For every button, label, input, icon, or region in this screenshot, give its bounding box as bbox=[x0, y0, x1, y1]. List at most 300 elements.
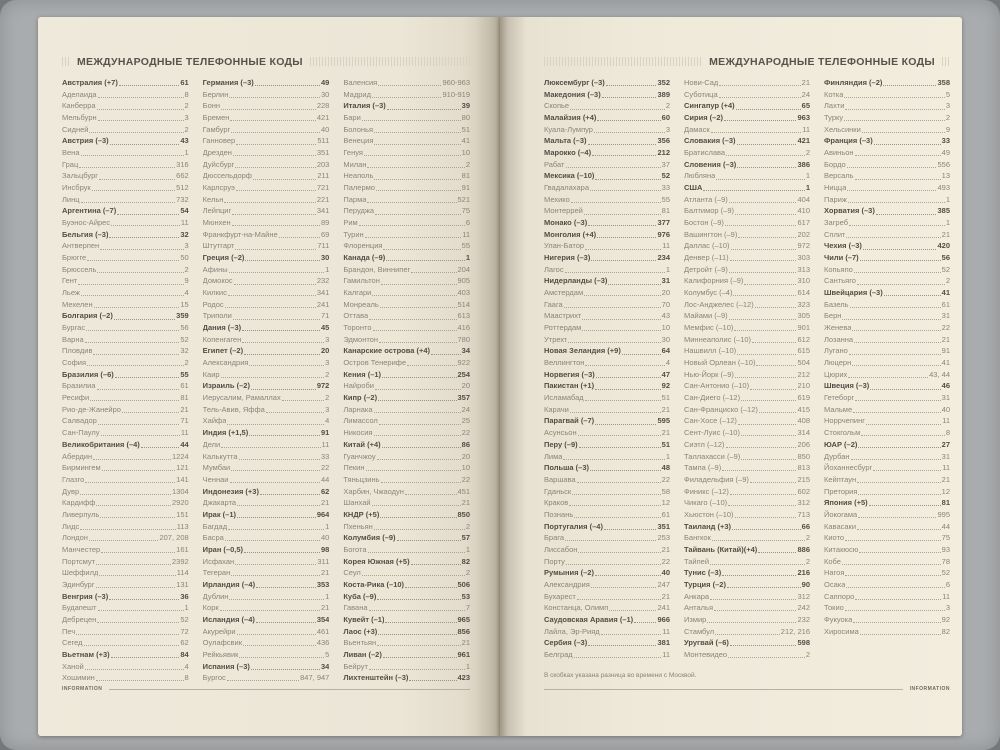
entry-name: Дамаск bbox=[684, 124, 710, 134]
city-row bbox=[824, 124, 950, 136]
country-row bbox=[203, 509, 330, 521]
entry-name: Лейпциг bbox=[202, 206, 232, 216]
entry-code: 2 bbox=[945, 276, 950, 286]
entry-name: Бангкок bbox=[684, 533, 711, 543]
entry-name: Калифорния (–9) bbox=[684, 276, 744, 286]
entry-code: 69 bbox=[321, 229, 330, 239]
dot-leader bbox=[407, 365, 456, 366]
dot-leader bbox=[225, 540, 320, 541]
entry-code: 21 bbox=[941, 334, 950, 344]
city-row bbox=[684, 275, 810, 287]
country-row bbox=[343, 579, 470, 591]
city-row bbox=[62, 182, 189, 194]
country-row bbox=[203, 252, 330, 264]
dot-leader bbox=[859, 552, 940, 553]
city-row bbox=[203, 439, 330, 451]
entry-name: Ливерпуль bbox=[62, 509, 100, 519]
dot-leader bbox=[591, 260, 656, 261]
entry-code: 61 bbox=[180, 381, 189, 391]
city-row bbox=[203, 649, 330, 661]
country-row bbox=[343, 100, 470, 112]
entry-name: Таллахасси (–9) bbox=[684, 451, 741, 461]
entry-name: Сирия (–2) bbox=[684, 113, 724, 123]
footer-rule bbox=[544, 689, 903, 690]
entry-code: 61 bbox=[180, 78, 189, 87]
entry-name: Копенгаген bbox=[202, 334, 242, 344]
information-label: INFORMATION bbox=[62, 686, 103, 692]
entry-code: 232 bbox=[316, 276, 330, 286]
entry-name: Рио-де-Жанейро bbox=[62, 404, 121, 414]
entry-name: Мумбаи bbox=[202, 463, 231, 473]
city-row bbox=[203, 626, 330, 638]
entry-name: Балтимор (–9) bbox=[684, 206, 735, 216]
city-row bbox=[343, 357, 470, 369]
entry-code: 40 bbox=[661, 568, 670, 578]
entry-name: Тампа (–9) bbox=[684, 463, 722, 473]
city-row bbox=[62, 451, 189, 463]
entry-name: Гуанчжоу bbox=[343, 451, 376, 461]
country-row bbox=[343, 614, 470, 626]
entry-name: Зальцбург bbox=[62, 171, 98, 181]
city-row bbox=[62, 217, 189, 229]
entry-name: Монтеррей bbox=[544, 206, 583, 216]
dot-leader bbox=[730, 645, 797, 646]
entry-code: 850 bbox=[457, 509, 471, 519]
dot-leader bbox=[251, 389, 316, 390]
dot-leader bbox=[141, 447, 180, 448]
dot-leader bbox=[81, 155, 184, 156]
dot-leader bbox=[111, 225, 180, 226]
city-row bbox=[544, 626, 670, 638]
entry-code: 37 bbox=[661, 159, 670, 169]
entry-name: Грац bbox=[62, 159, 79, 169]
dot-leader bbox=[870, 389, 940, 390]
dot-leader bbox=[853, 622, 940, 623]
entry-name: Гент bbox=[62, 276, 78, 286]
city-row bbox=[824, 415, 950, 427]
entry-name: Испания (–3) bbox=[202, 661, 250, 671]
entry-name: Исфахан bbox=[202, 556, 235, 566]
city-row bbox=[544, 556, 670, 568]
dot-leader bbox=[724, 120, 796, 121]
dot-leader bbox=[79, 167, 175, 168]
country-row bbox=[203, 427, 330, 439]
entry-name: Улан-Батор bbox=[544, 241, 585, 251]
country-row bbox=[62, 439, 189, 451]
entry-code: 204 bbox=[457, 264, 471, 274]
dot-leader bbox=[850, 307, 941, 308]
country-row bbox=[203, 322, 330, 334]
entry-code: 22 bbox=[661, 556, 670, 566]
entry-code: 901 bbox=[797, 323, 810, 333]
entry-code: 61 bbox=[661, 509, 670, 519]
entry-code: 316 bbox=[176, 159, 189, 169]
entry-name: Салвадор bbox=[62, 416, 97, 426]
country-row bbox=[544, 77, 670, 89]
dot-leader bbox=[381, 482, 461, 483]
entry-code: 11 bbox=[180, 218, 189, 228]
entry-code: 12 bbox=[941, 486, 950, 496]
dot-leader bbox=[855, 400, 940, 401]
dot-leader bbox=[89, 540, 159, 541]
dot-leader bbox=[590, 470, 661, 471]
entry-code: 416 bbox=[457, 323, 471, 333]
dot-leader bbox=[741, 459, 796, 460]
city-row bbox=[343, 194, 470, 206]
entry-code: 20 bbox=[661, 288, 670, 298]
city-row bbox=[684, 77, 810, 89]
entry-name: Генуя bbox=[343, 148, 363, 158]
country-row bbox=[343, 509, 470, 521]
footer-rule bbox=[109, 689, 470, 690]
dot-leader bbox=[260, 494, 320, 495]
entry-code: 27 bbox=[941, 439, 950, 449]
dot-leader bbox=[845, 610, 945, 611]
city-row bbox=[203, 89, 330, 101]
dot-leader bbox=[727, 587, 801, 588]
entry-code: 92 bbox=[661, 381, 670, 391]
entry-name: Швеция (–3) bbox=[824, 381, 870, 391]
entry-code: 56 bbox=[180, 323, 189, 333]
entry-code: 234 bbox=[657, 253, 670, 263]
entry-name: Сиэтл (–12) bbox=[684, 439, 725, 449]
entry-name: Ницца bbox=[824, 183, 847, 193]
entry-name: Турку bbox=[824, 113, 844, 123]
dot-leader bbox=[369, 610, 465, 611]
dot-leader bbox=[256, 622, 316, 623]
city-row bbox=[343, 544, 470, 556]
entry-name: Сидней bbox=[62, 124, 89, 134]
entry-name: Бари bbox=[343, 113, 361, 123]
city-row bbox=[684, 439, 810, 451]
entry-code: 922 bbox=[457, 358, 471, 368]
entry-name: Бельгия (–3) bbox=[62, 229, 109, 239]
city-row bbox=[544, 124, 670, 136]
dot-leader bbox=[373, 330, 457, 331]
entry-code: 1304 bbox=[171, 486, 189, 496]
city-row bbox=[544, 427, 670, 439]
country-row bbox=[684, 100, 810, 112]
page-spread bbox=[38, 17, 962, 736]
dot-leader bbox=[109, 599, 179, 600]
dot-leader bbox=[726, 447, 797, 448]
dot-leader bbox=[730, 260, 797, 261]
dot-leader bbox=[98, 97, 184, 98]
city-row bbox=[544, 649, 670, 661]
entry-name: Тель-Авив, Яффа bbox=[202, 404, 265, 414]
country-row bbox=[343, 252, 470, 264]
dot-leader bbox=[741, 400, 796, 401]
dot-leader bbox=[710, 564, 805, 565]
dot-leader bbox=[85, 342, 180, 343]
country-row bbox=[544, 217, 670, 229]
entry-code: 1 bbox=[325, 521, 330, 531]
country-row bbox=[824, 135, 950, 147]
dot-leader bbox=[604, 529, 657, 530]
dot-leader bbox=[93, 459, 171, 460]
dot-leader bbox=[849, 354, 941, 355]
entry-code: 780 bbox=[457, 334, 471, 344]
entry-name: Никосия bbox=[343, 428, 373, 438]
entry-name: Лиссабон bbox=[544, 544, 578, 554]
city-row bbox=[62, 602, 189, 614]
entry-name: Стамбул bbox=[684, 626, 715, 636]
city-row bbox=[824, 509, 950, 521]
entry-name: Филадельфия (–9) bbox=[684, 474, 749, 484]
dot-leader bbox=[362, 575, 465, 576]
entry-code: 2 bbox=[325, 369, 330, 379]
entry-name: Словения (–3) bbox=[684, 159, 737, 169]
dot-leader bbox=[236, 144, 316, 145]
city-row bbox=[684, 369, 810, 381]
entry-code: 314 bbox=[797, 428, 810, 438]
dot-leader bbox=[251, 669, 320, 670]
entry-name: Пекин bbox=[343, 463, 365, 473]
entry-name: Финляндия (–2) bbox=[824, 78, 883, 87]
city-row bbox=[203, 310, 330, 322]
entry-name: Куба (–9) bbox=[343, 591, 377, 601]
entry-name: Миннеаполис (–10) bbox=[684, 334, 752, 344]
entry-name: Перуджа bbox=[343, 206, 375, 216]
entry-name: Тайпей bbox=[684, 556, 710, 566]
dot-leader bbox=[582, 330, 660, 331]
entry-code: 40 bbox=[941, 404, 950, 414]
entry-code: 60 bbox=[661, 113, 670, 123]
country-row bbox=[203, 380, 330, 392]
entry-code: 303 bbox=[797, 253, 810, 263]
entry-code: 206 bbox=[797, 439, 810, 449]
entry-name: Анкара bbox=[684, 591, 710, 601]
dot-leader bbox=[750, 389, 796, 390]
entry-code: 242 bbox=[797, 603, 810, 613]
city-row bbox=[62, 404, 189, 416]
dot-leader bbox=[239, 459, 320, 460]
dot-leader bbox=[860, 260, 941, 261]
entry-code: 212, 216 bbox=[780, 626, 810, 636]
entry-name: Багдад bbox=[202, 521, 228, 531]
city-row bbox=[203, 334, 330, 346]
dot-leader bbox=[876, 214, 937, 215]
page-footer bbox=[544, 686, 950, 692]
dot-leader bbox=[81, 202, 176, 203]
city-row bbox=[343, 240, 470, 252]
city-row bbox=[62, 556, 189, 568]
entry-code: 1 bbox=[945, 218, 950, 228]
entry-code: 34 bbox=[461, 346, 471, 356]
city-row bbox=[684, 205, 810, 217]
entry-code: 451 bbox=[457, 486, 471, 496]
dot-leader bbox=[585, 365, 664, 366]
dot-leader bbox=[729, 319, 797, 320]
dot-leader bbox=[852, 330, 940, 331]
entry-name: Варшава bbox=[544, 474, 576, 484]
hatch-band-decoration bbox=[544, 57, 702, 66]
city-row bbox=[203, 124, 330, 136]
entry-name: Бремен bbox=[202, 113, 230, 123]
entry-code: 241 bbox=[316, 299, 330, 309]
dot-leader bbox=[89, 132, 183, 133]
city-row bbox=[824, 264, 950, 276]
entry-name: Гетеборг bbox=[824, 393, 855, 403]
entry-name: Израиль (–2) bbox=[202, 381, 250, 391]
dot-leader bbox=[849, 225, 945, 226]
entry-code: 52 bbox=[941, 568, 950, 578]
dot-leader bbox=[364, 155, 461, 156]
entry-name: Утрехт bbox=[544, 334, 568, 344]
city-row bbox=[343, 497, 470, 509]
entry-code: 43 bbox=[661, 311, 670, 321]
country-row bbox=[544, 112, 670, 124]
city-row bbox=[62, 661, 189, 673]
entry-code: 21 bbox=[661, 544, 670, 554]
entry-name: Харбин, Чжаодун bbox=[343, 486, 404, 496]
country-row bbox=[544, 275, 670, 287]
entry-name: Вена bbox=[62, 148, 80, 158]
city-row bbox=[203, 170, 330, 182]
dot-leader bbox=[376, 190, 461, 191]
entry-code: 22 bbox=[661, 474, 670, 484]
entry-name: Венгрия (–3) bbox=[62, 591, 109, 601]
entry-code: 80 bbox=[461, 113, 471, 123]
dot-leader bbox=[737, 144, 797, 145]
city-row bbox=[62, 392, 189, 404]
entry-name: Глазго bbox=[62, 474, 85, 484]
entry-name: Любляна bbox=[684, 171, 716, 181]
country-row bbox=[544, 252, 670, 264]
dot-leader bbox=[374, 179, 460, 180]
entry-code: 81 bbox=[941, 498, 950, 508]
entry-code: 2 bbox=[184, 101, 189, 111]
city-row bbox=[544, 287, 670, 299]
entry-code: 1 bbox=[465, 544, 471, 554]
phone-codes-column bbox=[824, 77, 950, 661]
city-row bbox=[824, 427, 950, 439]
country-row bbox=[544, 369, 670, 381]
entry-code: 20 bbox=[461, 381, 471, 391]
city-row bbox=[684, 322, 810, 334]
dot-leader bbox=[860, 634, 941, 635]
entry-code: 44 bbox=[321, 474, 330, 484]
entry-code: 2 bbox=[665, 101, 670, 111]
entry-code: 403 bbox=[457, 288, 471, 298]
entry-code: 323 bbox=[797, 299, 810, 309]
entry-code: 976 bbox=[657, 229, 670, 239]
dot-leader bbox=[884, 295, 941, 296]
entry-name: Басра bbox=[202, 533, 224, 543]
entry-name: Киото bbox=[824, 533, 845, 543]
entry-name: Рейкьявик bbox=[202, 649, 239, 659]
city-row bbox=[824, 614, 950, 626]
entry-name: Александрия bbox=[544, 579, 590, 589]
country-row bbox=[343, 626, 470, 638]
entry-name: Ченнаи bbox=[202, 474, 229, 484]
city-row bbox=[62, 112, 189, 124]
country-row bbox=[343, 556, 470, 568]
dot-leader bbox=[78, 284, 183, 285]
entry-name: Токио bbox=[824, 603, 844, 613]
entry-name: Льеж bbox=[62, 288, 80, 298]
country-row bbox=[544, 462, 670, 474]
entry-name: Франкфурт-на-Майне bbox=[202, 229, 278, 239]
dot-leader bbox=[378, 85, 441, 86]
entry-name: Базель bbox=[824, 299, 849, 309]
country-row bbox=[684, 112, 810, 124]
city-row bbox=[824, 486, 950, 498]
entry-code: 207, 208 bbox=[159, 533, 189, 543]
entry-name: Портсмут bbox=[62, 556, 96, 566]
dot-leader bbox=[96, 680, 184, 681]
entry-code: 2 bbox=[945, 113, 950, 123]
dot-leader bbox=[729, 202, 797, 203]
dot-leader bbox=[244, 552, 320, 553]
entry-name: Мюнхен bbox=[202, 218, 231, 228]
dot-leader bbox=[594, 132, 665, 133]
entry-name: Дели bbox=[202, 439, 221, 449]
entry-code: 241 bbox=[657, 603, 670, 613]
dot-leader bbox=[726, 155, 805, 156]
entry-code: 203 bbox=[316, 159, 330, 169]
city-row bbox=[203, 264, 330, 276]
city-row bbox=[62, 532, 189, 544]
entry-code: 512 bbox=[176, 183, 189, 193]
entry-name: Мексика (–10) bbox=[544, 171, 595, 181]
entry-code: 311 bbox=[317, 556, 330, 566]
entry-code: 15 bbox=[180, 299, 189, 309]
entry-code: 55 bbox=[661, 194, 670, 204]
dot-leader bbox=[861, 435, 945, 436]
country-row bbox=[62, 229, 189, 241]
dot-leader bbox=[729, 272, 797, 273]
entry-code: 32 bbox=[180, 229, 189, 239]
entry-code: 114 bbox=[176, 568, 189, 578]
dot-leader bbox=[229, 97, 320, 98]
entry-name: Сингапур (+4) bbox=[684, 101, 735, 111]
entry-code: 423 bbox=[457, 673, 471, 683]
city-row bbox=[203, 147, 330, 159]
dot-leader bbox=[98, 120, 184, 121]
dot-leader bbox=[857, 529, 941, 530]
entry-name: Франция (–3) bbox=[824, 136, 873, 146]
entry-code: 92 bbox=[941, 614, 950, 624]
entry-name: Коста-Рика (–10) bbox=[343, 579, 405, 589]
entry-name: Лаос (+3) bbox=[343, 626, 378, 636]
dot-leader bbox=[758, 552, 796, 553]
entry-code: 82 bbox=[941, 626, 950, 636]
entry-code: 40 bbox=[321, 124, 330, 134]
dot-leader bbox=[854, 342, 941, 343]
entry-code: 619 bbox=[797, 393, 810, 403]
dot-leader bbox=[374, 144, 460, 145]
entry-code: 5 bbox=[325, 649, 330, 659]
country-row bbox=[684, 521, 810, 533]
dot-leader bbox=[227, 424, 324, 425]
entry-code: 3 bbox=[184, 241, 189, 251]
dot-leader bbox=[372, 505, 461, 506]
entry-code: 11 bbox=[662, 649, 670, 659]
phone-codes-columns bbox=[544, 77, 950, 661]
dot-leader bbox=[846, 587, 944, 588]
entry-code: 44 bbox=[180, 439, 189, 449]
city-row bbox=[343, 229, 470, 241]
country-row bbox=[203, 345, 330, 357]
city-row bbox=[684, 602, 810, 614]
page-header bbox=[62, 55, 470, 68]
entry-name: Сент-Луис (–10) bbox=[684, 428, 740, 438]
entry-name: Гамильтон bbox=[343, 276, 380, 286]
entry-code: 46 bbox=[941, 381, 950, 391]
entry-code: 2 bbox=[805, 533, 810, 543]
entry-name: Дрезден bbox=[202, 148, 232, 158]
